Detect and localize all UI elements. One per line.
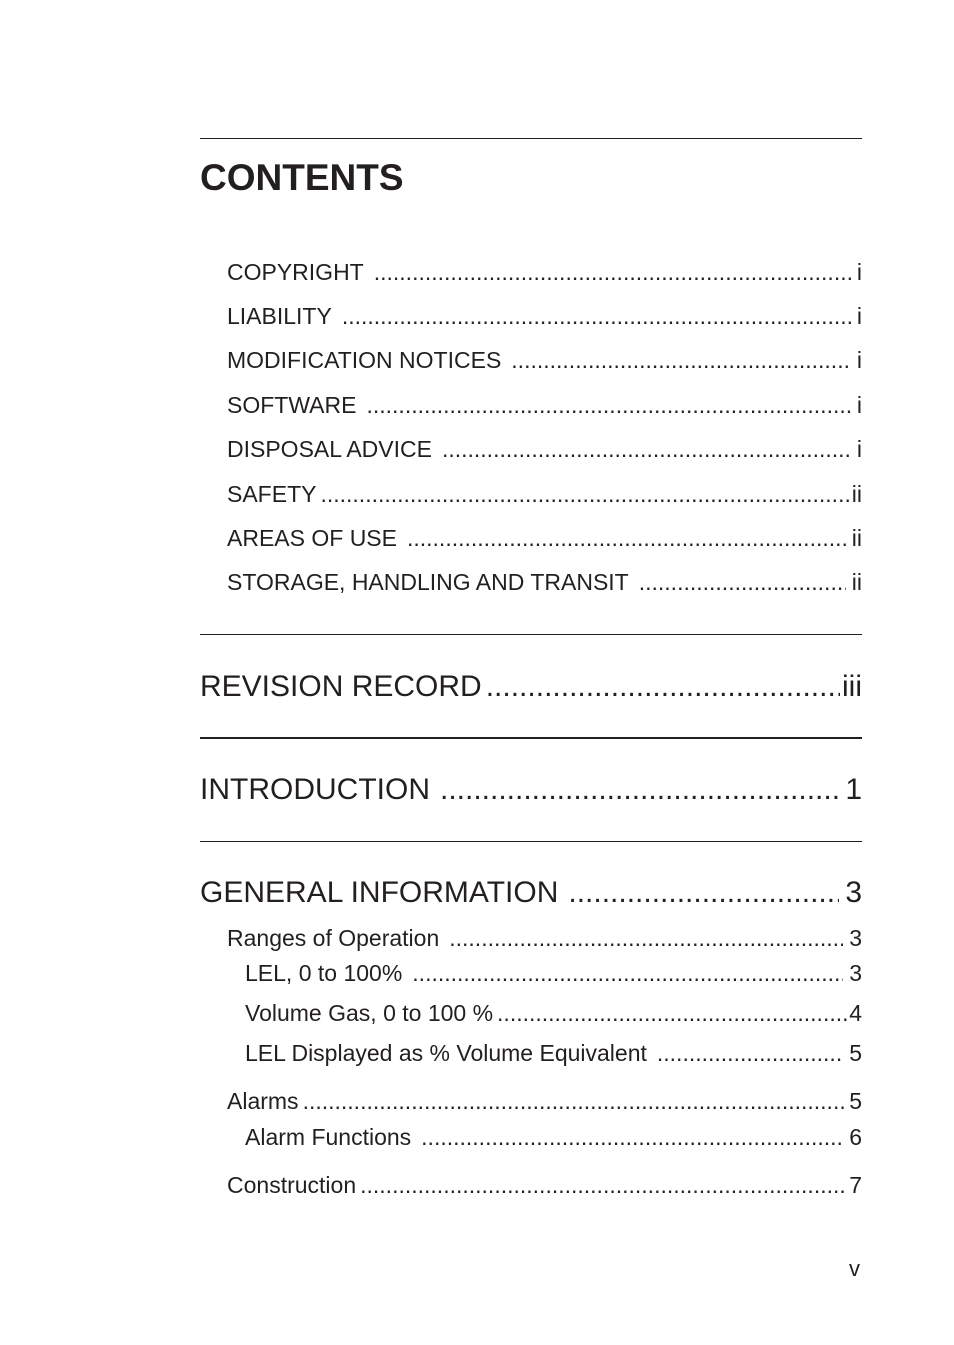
- toc-entry-page: 3: [849, 925, 862, 951]
- toc-entry-areas-of-use[interactable]: [227, 524, 862, 552]
- toc-entry-general-information[interactable]: [200, 875, 862, 911]
- toc-entry-copyright[interactable]: [227, 258, 862, 286]
- toc-entry-volume-gas[interactable]: [245, 999, 862, 1027]
- toc-entry-alarm-functions[interactable]: [245, 1123, 862, 1151]
- toc-entry-page: i: [856, 259, 862, 285]
- toc-entry-label: STORAGE, HANDLING AND TRANSIT: [227, 569, 629, 595]
- toc-entry-revision-record[interactable]: [200, 669, 862, 705]
- toc-entry-label: AREAS OF USE: [227, 525, 397, 551]
- toc-entry-label: SOFTWARE: [227, 392, 357, 418]
- toc-entry-label: REVISION RECORD: [200, 670, 482, 703]
- leader-dots: [407, 524, 846, 552]
- leader-dots: [639, 568, 846, 596]
- toc-entry-storage-handling-transit[interactable]: [227, 568, 862, 596]
- leader-dots: [442, 435, 851, 463]
- toc-entry-page: 4: [849, 1000, 862, 1026]
- toc-entry-label: MODIFICATION NOTICES: [227, 347, 502, 373]
- toc-entry-label: LIABILITY: [227, 303, 332, 329]
- toc-entry-label: GENERAL INFORMATION: [200, 876, 559, 909]
- toc-entry-label: Alarms: [227, 1088, 299, 1114]
- leader-dots: [320, 480, 849, 508]
- leader-dots: [657, 1039, 843, 1067]
- leader-dots: [421, 1123, 843, 1151]
- toc-entry-label: LEL, 0 to 100%: [245, 960, 403, 986]
- toc-entry-page: 3: [845, 876, 862, 909]
- toc-entry-page: 3: [849, 960, 862, 986]
- toc-entry-page: i: [856, 392, 862, 418]
- toc-entry-label: COPYRIGHT: [227, 259, 364, 285]
- toc-entry-label: Alarm Functions: [245, 1124, 412, 1150]
- toc-entry-page: ii: [851, 569, 862, 595]
- section-divider: [200, 841, 862, 842]
- leader-dots: [497, 999, 847, 1027]
- toc-entry-page: ii: [851, 525, 862, 551]
- toc-entry-modification-notices[interactable]: [227, 346, 862, 374]
- toc-entry-page: 6: [849, 1124, 862, 1150]
- toc-entry-page: iii: [842, 670, 862, 703]
- toc-entry-safety[interactable]: [227, 480, 862, 508]
- page-number: v: [849, 1256, 860, 1281]
- leader-dots: [412, 959, 843, 987]
- toc-entry-page: 1: [845, 773, 862, 806]
- toc-entry-page: 5: [849, 1040, 862, 1066]
- toc-entry-introduction[interactable]: [200, 772, 862, 808]
- leader-dots: [342, 302, 851, 330]
- leader-dots: [366, 391, 850, 419]
- toc-entry-disposal-advice[interactable]: [227, 435, 862, 463]
- toc-entry-label: DISPOSAL ADVICE: [227, 436, 432, 462]
- toc-entry-software[interactable]: [227, 391, 862, 419]
- leader-dots: [440, 772, 839, 808]
- toc-entry-label: INTRODUCTION: [200, 773, 430, 806]
- toc-entry-label: Ranges of Operation: [227, 925, 440, 951]
- toc-entry-ranges-of-operation[interactable]: [227, 924, 862, 952]
- toc-entry-label: SAFETY: [227, 481, 317, 507]
- toc-entry-lel-volume-equivalent[interactable]: [245, 1039, 862, 1067]
- toc-entry-label: Volume Gas, 0 to 100 %: [245, 1000, 494, 1026]
- leader-dots: [511, 346, 851, 374]
- top-rule: [200, 138, 862, 139]
- toc-entry-page: i: [856, 436, 862, 462]
- section-divider: [200, 737, 862, 739]
- toc-entry-page: i: [856, 347, 862, 373]
- toc-entry-construction[interactable]: [227, 1171, 862, 1199]
- leader-dots: [568, 875, 839, 911]
- toc-entry-label: Construction: [227, 1172, 357, 1198]
- toc-entry-alarms[interactable]: [227, 1087, 862, 1115]
- leader-dots: [303, 1087, 848, 1115]
- toc-entry-page: i: [856, 303, 862, 329]
- leader-dots: [374, 258, 851, 286]
- toc-entry-label: LEL Displayed as % Volume Equivalent: [245, 1040, 647, 1066]
- leader-dots: [449, 924, 843, 952]
- leader-dots: [360, 1171, 847, 1199]
- toc-entry-page: 5: [849, 1088, 862, 1114]
- section-divider: [200, 634, 862, 635]
- toc-entry-liability[interactable]: [227, 302, 862, 330]
- toc-entry-page: ii: [851, 481, 862, 507]
- page-title: CONTENTS: [200, 157, 404, 198]
- leader-dots: [486, 669, 840, 705]
- toc-entry-page: 7: [849, 1172, 862, 1198]
- toc-entry-lel-0-to-100[interactable]: [245, 959, 862, 987]
